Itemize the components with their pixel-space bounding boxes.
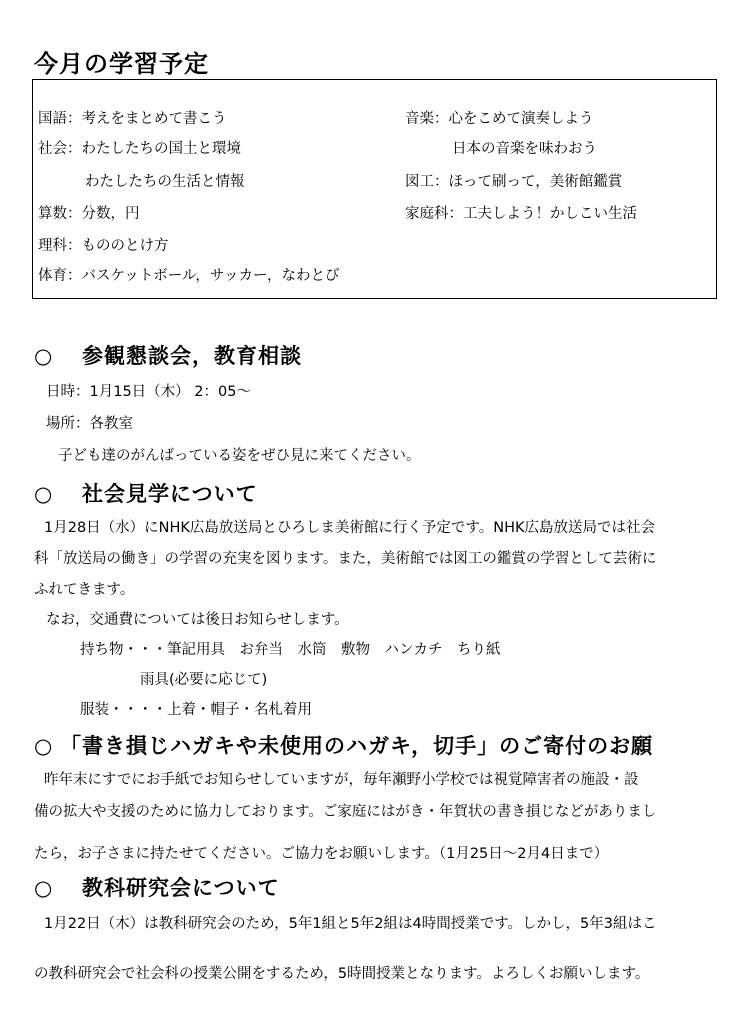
schedule-kokugo: 国語：考えをまとめて書こう [38,111,227,127]
section2-items2: 雨具(必要に応じて) [140,672,268,688]
schedule-ongaku: 音楽：心をこめて演奏しよう [405,111,594,127]
circle-marker: ○ [34,734,54,758]
section3-title: 「書き損じハガキや未使用のハガキ，切手」のご寄付のお願 [60,734,654,758]
section4-title: 教科研究会について [82,876,280,900]
schedule-rika: 理科：もののとけ方 [38,238,169,254]
circle-marker: ○ [34,482,54,506]
section3-heading [34,730,741,760]
section4-heading [34,872,280,902]
section1-title: 参観懇談会，教育相談 [82,344,302,368]
circle-marker: ○ [34,344,54,368]
schedule-sansu: 算数：分数，円 [38,206,140,222]
section2-line4: なお，交通費については後日お知らせします。 [46,612,349,628]
section2-items: 持ち物・・・筆記用具 お弁当 水筒 敷物 ハンカチ ちり紙 [80,642,501,658]
section2-title: 社会見学について [82,482,258,506]
section3-line2: 備の拡大や支援のために協力しております。ご家庭にはがき・年賀状の書き損じなどがありまし [34,804,657,820]
section1-date: 日時：1月15日（木） 2：05～ [46,384,251,400]
schedule-zuko: 図工：ほって刷って，美術館鑑賞 [405,174,623,190]
schedule-katei: 家庭科：工夫しよう！かしこい生活 [405,206,637,222]
section2-line1: 1月28日（水）にNHK広島放送局とひろしま美術館に行く予定です。NHK広島放送局では社会 [44,520,656,536]
section1-heading [34,340,302,370]
section3-line1: 昨年末にすでにお手紙でお知らせしていますが，毎年瀬野小学校では視覚障害者の施設・設 [44,772,639,788]
schedule-shakai-2: わたしたちの生活と情報 [85,174,245,190]
schedule-ongaku-2: 日本の音楽を味わおう [452,141,597,157]
page-title: 今月の学習予定 [34,50,209,78]
schedule-taiiku: 体育：バスケットボール，サッカー，なわとび [38,268,340,284]
section4-line2: の教科研究会で社会科の授業公開をするため，5時間授業となります。よろしくお願いします。 [34,966,650,982]
circle-marker: ○ [34,876,54,900]
section2-clothes: 服装・・・・上着・帽子・名札着用 [80,702,312,718]
section4-line1: 1月22日（木）は教科研究会のため，5年1組と5年2組は4時間授業です。しかし，5年3組はこ [44,916,657,932]
section3-line3: たら，お子さまに持たせてください。ご協力をお願いします。（1月25日～2月4日まで） [34,846,609,862]
section1-note: 子ども達のがんばっている姿をぜひ見に来てください。 [58,448,421,464]
section1-place: 場所：各教室 [46,416,133,432]
section2-line2: 科「放送局の働き」の学習の充実を図ります。また，美術館では図工の鑑賞の学習として芸術に [34,551,657,567]
section2-line3: ふれてきます。 [34,582,135,598]
schedule-shakai: 社会：わたしたちの国土と環境 [38,141,241,157]
section2-heading [34,478,258,508]
